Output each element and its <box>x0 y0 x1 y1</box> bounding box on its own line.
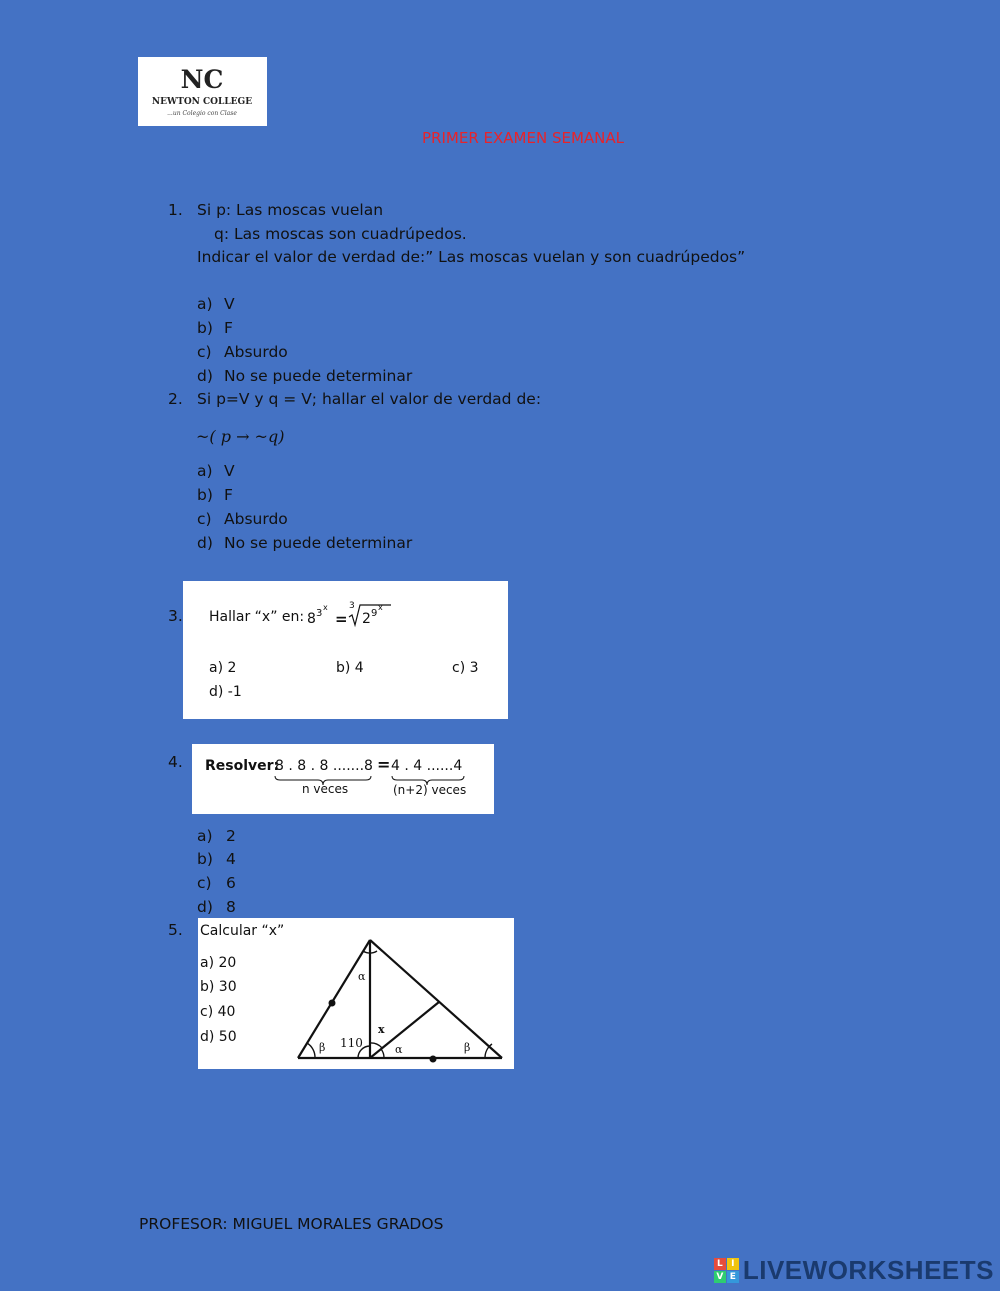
q4-image <box>192 744 494 814</box>
q1-option-d-letter: d) <box>197 367 213 385</box>
newton-college-logo-icon <box>138 57 267 126</box>
liveworksheets-logo-icon <box>714 1258 739 1283</box>
q5-beta-right: β <box>464 1041 471 1054</box>
q2-number: 2. <box>168 390 183 408</box>
q5-triangle-figure <box>296 936 506 1064</box>
q3-option-b[interactable]: b) 4 <box>336 660 364 676</box>
q5-prompt: Calcular “x” <box>200 923 285 939</box>
brand-letter-v: V <box>714 1271 726 1283</box>
q1-option-b-letter: b) <box>197 319 213 337</box>
q4-left-brace-label: n veces <box>302 782 349 796</box>
q1-option-c-letter: c) <box>197 343 212 361</box>
q3-option-a[interactable]: a) 2 <box>209 660 237 676</box>
q4-option-a-letter: a) <box>197 827 213 845</box>
svg-text:3: 3 <box>349 601 355 611</box>
q2-text: Si p=V y q = V; hallar el valor de verdad de: <box>197 390 542 408</box>
svg-text:x: x <box>323 603 328 612</box>
q5-image <box>198 918 514 1069</box>
q5-alpha-top: α <box>358 970 366 983</box>
q5-angle-110: 110 <box>340 1036 363 1050</box>
q2-option-a[interactable]: V <box>224 462 235 480</box>
q3-number: 3. <box>168 607 183 625</box>
q4-option-c-letter: c) <box>197 874 212 892</box>
q4-option-b-letter: b) <box>197 850 213 868</box>
q1-option-a[interactable]: V <box>224 295 235 313</box>
q1-line1: Si p: Las moscas vuelan <box>197 201 384 219</box>
q1-line3: Indicar el valor de verdad de:” Las moscas vuelan y son cuadrúpedos” <box>197 248 746 266</box>
q4-option-b[interactable]: 4 <box>226 850 236 868</box>
q2-option-b-letter: b) <box>197 486 213 504</box>
q2-option-b[interactable]: F <box>224 486 233 504</box>
liveworksheets-wordmark: LIVEWORKSHEETS <box>742 1254 994 1285</box>
q4-equals: = <box>377 755 391 774</box>
q1-option-b[interactable]: F <box>224 319 233 337</box>
q2-formula: ~( p → ~q) <box>196 427 285 446</box>
q3-equation <box>305 595 395 631</box>
q4-option-d-letter: d) <box>197 898 213 916</box>
q3-image <box>183 581 508 719</box>
svg-text:x: x <box>378 603 383 612</box>
q3-option-c[interactable]: c) 3 <box>452 660 479 676</box>
q1-number: 1. <box>168 201 183 219</box>
svg-text:3: 3 <box>316 608 323 619</box>
svg-text:NC: NC <box>180 65 224 94</box>
q3-prompt: Hallar “x” en: <box>209 609 305 625</box>
svg-text:=: = <box>335 610 348 628</box>
q1-line2: q: Las moscas son cuadrúpedos. <box>214 225 467 243</box>
svg-text:9: 9 <box>371 608 378 619</box>
teacher-name: PROFESOR: MIGUEL MORALES GRADOS <box>139 1215 444 1233</box>
q4-option-c[interactable]: 6 <box>226 874 236 892</box>
liveworksheets-brand[interactable] <box>714 1253 994 1287</box>
exam-title: PRIMER EXAMEN SEMANAL <box>422 129 624 147</box>
q2-option-d-letter: d) <box>197 534 213 552</box>
q2-option-d[interactable]: No se puede determinar <box>224 534 413 552</box>
q2-option-c[interactable]: Absurdo <box>224 510 288 528</box>
q5-beta-left: β <box>319 1041 326 1054</box>
school-logo <box>138 57 267 126</box>
q5-option-a[interactable]: a) 20 <box>200 955 237 971</box>
svg-text:8: 8 <box>307 611 316 627</box>
q4-left-expr: 8 . 8 . 8 .......8 <box>275 758 373 774</box>
q4-option-a[interactable]: 2 <box>226 827 236 845</box>
q5-option-c[interactable]: c) 40 <box>200 1004 236 1020</box>
q4-option-d[interactable]: 8 <box>226 898 236 916</box>
brand-letter-e: E <box>727 1271 739 1283</box>
q4-right-expr: 4 . 4 ......4 <box>391 758 463 774</box>
q3-option-d[interactable]: d) -1 <box>209 684 242 700</box>
q5-option-b[interactable]: b) 30 <box>200 979 237 995</box>
q2-option-c-letter: c) <box>197 510 212 528</box>
q2-option-a-letter: a) <box>197 462 213 480</box>
svg-text:NEWTON COLLEGE: NEWTON COLLEGE <box>151 97 253 107</box>
q4-prompt: Resolver: <box>205 758 280 774</box>
q5-x-label: x <box>378 1023 385 1036</box>
q4-number: 4. <box>168 753 183 771</box>
q1-option-a-letter: a) <box>197 295 213 313</box>
svg-text:...un Colegio con Clase: ...un Colegio con Clase <box>167 110 237 117</box>
q5-number: 5. <box>168 921 183 939</box>
q4-right-brace-label: (n+2) veces <box>393 783 467 797</box>
brand-letter-i: I <box>727 1258 739 1270</box>
q1-option-d[interactable]: No se puede determinar <box>224 367 413 385</box>
q5-alpha-bottom: α <box>395 1043 403 1056</box>
q5-option-d[interactable]: d) 50 <box>200 1029 237 1045</box>
brand-letter-l: L <box>714 1258 726 1270</box>
q1-option-c[interactable]: Absurdo <box>224 343 288 361</box>
svg-text:2: 2 <box>362 611 371 627</box>
